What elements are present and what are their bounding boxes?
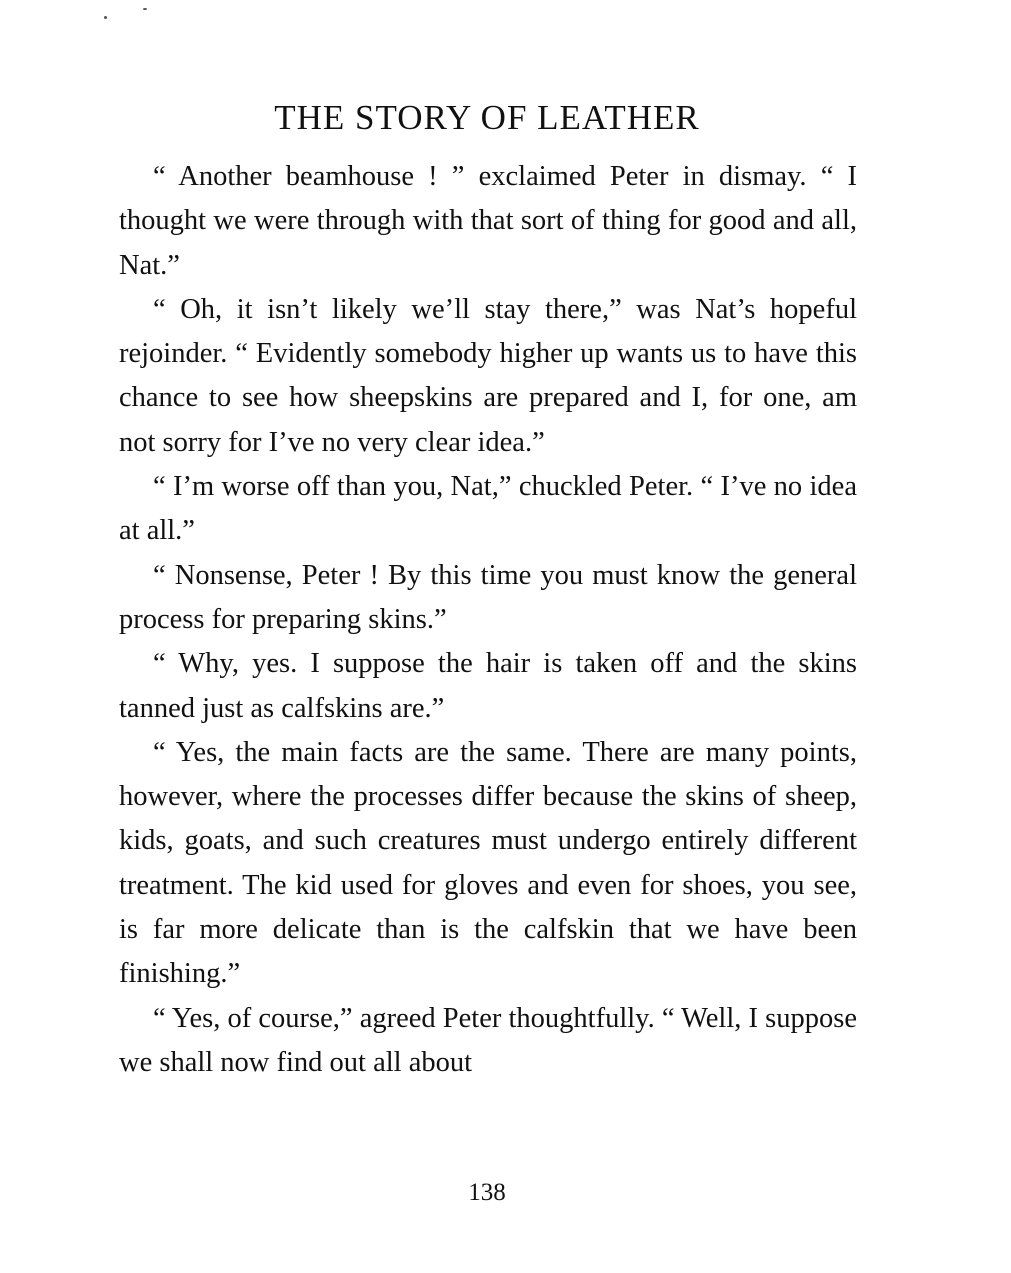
paragraph: “ Yes, of course,” agreed Peter thoughtfully. “ Well, I suppose we shall now find out all about [119,1002,857,1078]
paragraph: “ Yes, the main facts are the same. There are many points, however, where the processes differ because the skins of sheep, kids, goats, and such creatures must undergo entirely different treatment. The kid used for gloves and even for shoes, you see, is far more delicate than is the calfskin that we have been finishing.” [119,736,857,990]
paragraph: “ Why, yes. I suppose the hair is taken off and the skins tanned just as calfskins are.” [119,648,857,724]
body-text [119,155,857,1085]
paragraph: “ I’m worse off than you, Nat,” chuckled Peter. “ I’ve no idea at all.” [119,471,857,547]
running-title: THE STORY OF LEATHER [274,98,700,137]
paragraph: “ Oh, it isn’t likely we’ll stay there,” was Nat’s hopeful rejoinder. “ Evidently somebody higher up wants us to have this chance to see how sheepskins are prepared and I, for one, am not sorry for I’ve no very clear idea.” [119,293,857,458]
scan-speck [143,8,147,10]
page-number: 138 [468,1179,506,1206]
scan-speck [104,16,107,19]
paragraph: “ Another beamhouse ! ” exclaimed Peter in dismay. “ I thought we were through with that sort of thing for good and all, Nat.” [119,161,857,281]
paragraph: “ Nonsense, Peter ! By this time you must know the general process for preparing skins.” [119,559,857,635]
